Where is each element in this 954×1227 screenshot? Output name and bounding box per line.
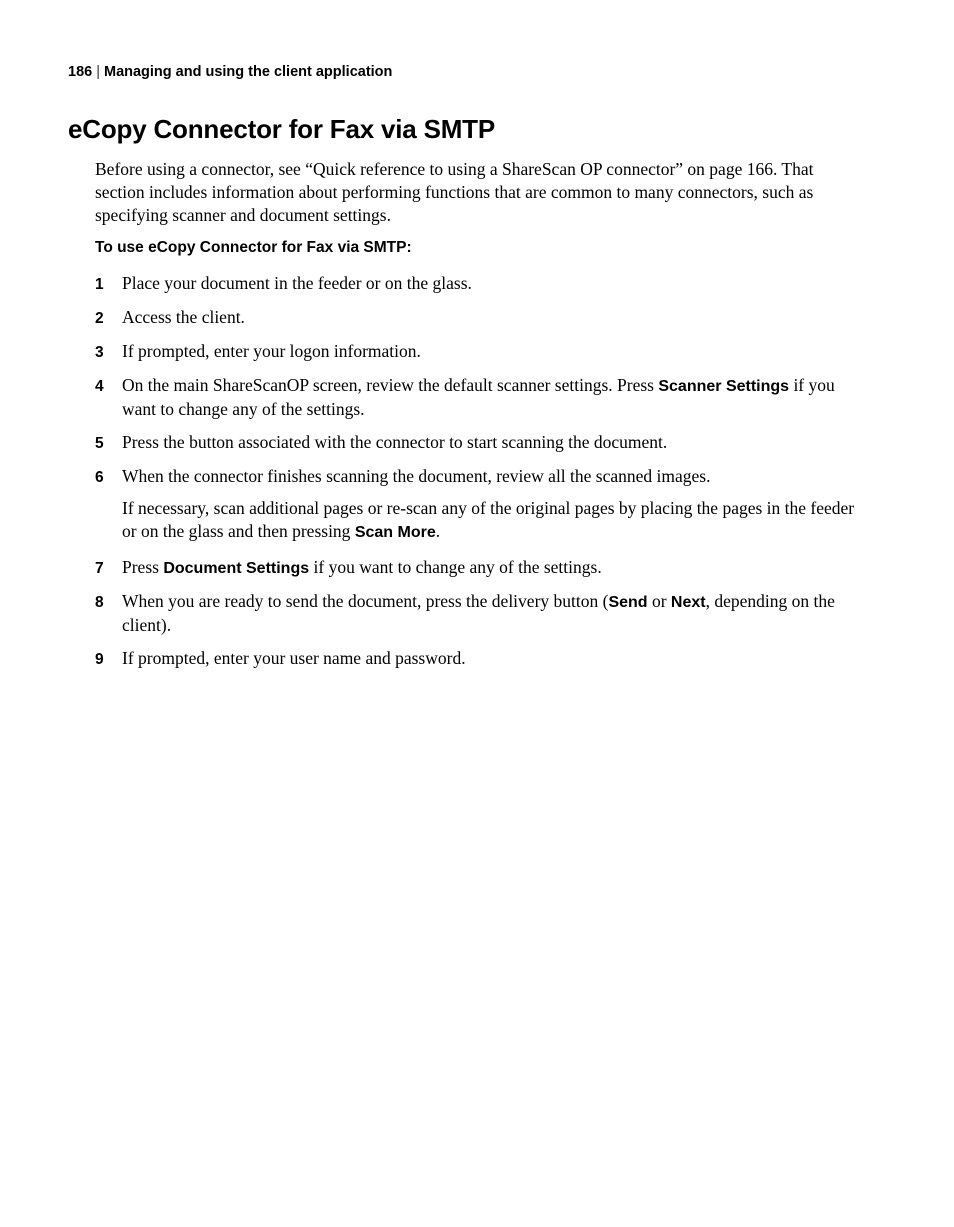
document-settings-ui-label: Document Settings (163, 560, 310, 577)
step-text: Place your document in the feeder or on the glass. (122, 273, 472, 293)
step-2 (95, 306, 865, 329)
step-1 (95, 272, 865, 295)
step-text: If prompted, enter your logon information. (122, 341, 421, 361)
step-text (122, 374, 865, 421)
intro-paragraph: Before using a connector, see “Quick reference to using a ShareScan OP connector” on page 166. That section includes information about performing functions that are common to many connectors, such as specifying scanner and document settings. (95, 159, 814, 225)
step-number: 5 (95, 435, 104, 452)
step-5 (95, 431, 865, 454)
send-ui-label: Send (608, 594, 648, 611)
step-text (122, 556, 865, 580)
step-text-part: Press (122, 557, 164, 577)
step-number: 4 (95, 378, 104, 395)
step-text (122, 590, 865, 637)
step-number: 8 (95, 594, 104, 611)
next-ui-label: Next (670, 594, 706, 611)
step-text-part: if you want to change any of the settings. (122, 375, 835, 419)
step-text-part: On the main ShareScanOP screen, review the default scanner settings. Press (122, 375, 659, 395)
step-text: If prompted, enter your user name and password. (122, 648, 466, 668)
step-text: Access the client. (122, 307, 245, 327)
scan-more-ui-label: Scan More (354, 524, 436, 541)
note-text-part: . (435, 521, 441, 541)
scanner-settings-ui-label: Scanner Settings (658, 378, 790, 395)
step-8 (95, 590, 865, 637)
step-3 (95, 340, 865, 363)
step-text-part: or (647, 591, 671, 611)
step-number: 7 (95, 560, 104, 577)
step-text-part: , depending on the client). (122, 591, 835, 635)
section-title: Managing and using the client application (103, 64, 393, 80)
step-text: When the connector finishes scanning the document, review all the scanned images. (122, 466, 711, 486)
header-separator: | (96, 64, 100, 80)
running-header (68, 64, 392, 80)
step-number: 1 (95, 276, 104, 293)
page-number: 186 (68, 64, 93, 80)
step-text: Press the button associated with the connector to start scanning the document. (122, 432, 668, 452)
step-6 (95, 465, 865, 488)
step-9 (95, 647, 865, 670)
step-number: 9 (95, 651, 104, 668)
step-text-part: if you want to change any of the settings. (309, 557, 602, 577)
step-7 (95, 556, 865, 580)
procedure-heading: To use eCopy Connector for Fax via SMTP: (95, 239, 412, 256)
step-text-part: When you are ready to send the document, press the delivery button ( (122, 591, 609, 611)
step-number: 2 (95, 310, 104, 327)
page-title: eCopy Connector for Fax via SMTP (68, 114, 496, 144)
step-6-note (122, 497, 865, 544)
step-number: 3 (95, 344, 104, 361)
step-number: 6 (95, 469, 104, 486)
note-text-part: If necessary, scan additional pages or re-scan any of the original pages by placing the pages in the feeder or on the glass and then pressing (122, 498, 855, 541)
step-4 (95, 374, 865, 421)
